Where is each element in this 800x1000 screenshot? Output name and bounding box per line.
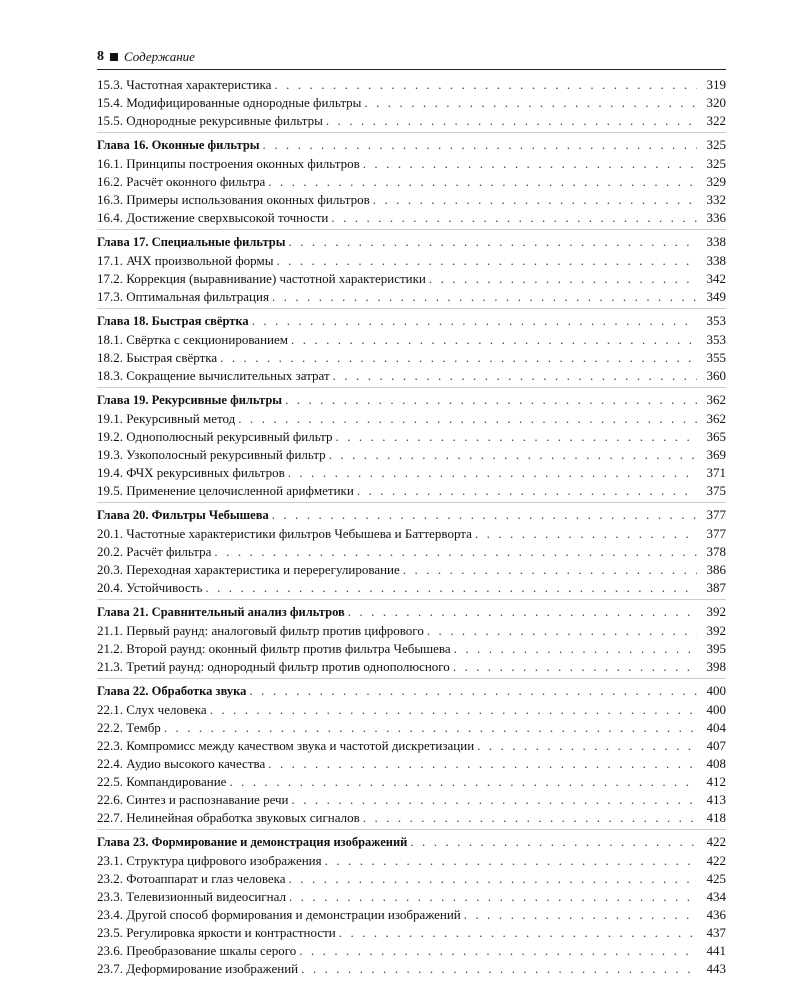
page-ref: 342 (706, 271, 726, 286)
toc-entry[interactable] (97, 960, 726, 978)
page-ref: 353 (706, 313, 726, 328)
dot-leader (214, 543, 697, 561)
page-ref: 349 (706, 289, 726, 304)
toc-section (97, 502, 726, 597)
page-ref: 387 (706, 580, 726, 595)
page-ref: 336 (706, 210, 726, 225)
entry-title: 18.1. Свёртка с секционированием (97, 332, 288, 347)
entry-title: 20.4. Устойчивость (97, 580, 203, 595)
dot-leader (205, 579, 697, 597)
entry-title: 22.2. Тембр (97, 720, 161, 735)
page-ref: 412 (706, 774, 726, 789)
page-ref: 369 (706, 447, 726, 462)
toc-entry[interactable] (97, 719, 726, 737)
entry-title: 23.1. Структура цифрового изображения (97, 853, 322, 868)
entry-title: 16.4. Достижение сверхвысокой точности (97, 210, 329, 225)
dot-leader (301, 960, 697, 978)
toc-entry[interactable] (97, 791, 726, 809)
page-ref: 355 (706, 350, 726, 365)
dot-leader (291, 331, 697, 349)
page-ref: 377 (706, 507, 726, 522)
page-ref: 436 (706, 907, 726, 922)
page-ref: 365 (706, 429, 726, 444)
dot-leader (429, 270, 697, 288)
entry-title: 23.7. Деформирование изображений (97, 961, 299, 976)
dot-leader (249, 681, 697, 701)
entry-title: 23.4. Другой способ формирования и демонстрации изображений (97, 907, 461, 922)
dot-leader (252, 311, 697, 331)
page-ref: 338 (706, 253, 726, 268)
toc-entry[interactable] (97, 543, 726, 561)
toc-entry[interactable] (97, 331, 726, 349)
toc-chapter-row[interactable] (97, 232, 726, 252)
toc-entry[interactable] (97, 525, 726, 543)
dot-leader (475, 525, 697, 543)
entry-title: 22.6. Синтез и распознавание речи (97, 792, 289, 807)
toc-chapter-row[interactable] (97, 390, 726, 410)
dot-leader (329, 446, 697, 464)
entry-title: 22.1. Слух человека (97, 702, 207, 717)
toc-entry[interactable] (97, 349, 726, 367)
chapter-title: Глава 18. Быстрая свёртка (97, 314, 249, 328)
toc-entry[interactable] (97, 367, 726, 385)
dot-leader (336, 428, 698, 446)
dot-leader (272, 505, 697, 525)
dot-leader (288, 464, 697, 482)
entry-title: 16.1. Принципы построения оконных фильтров (97, 156, 360, 171)
page-ref: 398 (706, 659, 726, 674)
entry-title: 20.1. Частотные характеристики фильтров Чебышева и Баттерворта (97, 526, 472, 541)
page-ref: 371 (706, 465, 726, 480)
page-ref: 353 (706, 332, 726, 347)
running-header (97, 47, 726, 70)
toc-entry[interactable] (97, 288, 726, 306)
toc-section (97, 308, 726, 385)
chapter-title: Глава 16. Оконные фильтры (97, 138, 260, 152)
entry-title: 22.5. Компандирование (97, 774, 227, 789)
page-ref: 362 (706, 411, 726, 426)
toc-entry[interactable] (97, 209, 726, 227)
running-header-title: Содержание (124, 49, 195, 64)
toc-section (97, 132, 726, 227)
page-ref: 392 (706, 623, 726, 638)
page-number: 8 (97, 49, 104, 64)
toc-entry[interactable] (97, 561, 726, 579)
toc-entry[interactable] (97, 155, 726, 173)
toc-entry[interactable] (97, 252, 726, 270)
table-of-contents (97, 76, 726, 978)
dot-leader (274, 76, 697, 94)
entry-title: 15.5. Однородные рекурсивные фильтры (97, 113, 323, 128)
dot-leader (289, 870, 697, 888)
toc-entry[interactable] (97, 446, 726, 464)
toc-entry[interactable] (97, 737, 726, 755)
entry-title: 18.2. Быстрая свёртка (97, 350, 218, 365)
entry-title: 21.3. Третий раунд: однородный фильтр против однополюсного (97, 659, 450, 674)
page-ref: 408 (706, 756, 726, 771)
dot-leader (272, 288, 697, 306)
entry-title: 22.4. Аудио высокого качества (97, 756, 266, 771)
toc-entry[interactable] (97, 94, 726, 112)
toc-entry[interactable] (97, 755, 726, 773)
page-ref: 338 (706, 234, 726, 249)
toc-entry[interactable] (97, 579, 726, 597)
chapter-title: Глава 20. Фильтры Чебышева (97, 508, 269, 522)
page-ref: 413 (706, 792, 726, 807)
toc-entry[interactable] (97, 622, 726, 640)
dot-leader (364, 94, 697, 112)
chapter-title: Глава 22. Обработка звука (97, 684, 247, 698)
page-ref: 362 (706, 392, 726, 407)
page-ref: 434 (706, 889, 726, 904)
entry-title: 17.3. Оптимальная фильтрация (97, 289, 269, 304)
dot-leader (263, 135, 697, 155)
page-ref: 425 (706, 871, 726, 886)
toc-section (97, 76, 726, 130)
page-ref: 395 (706, 641, 726, 656)
entry-title: 17.2. Коррекция (выравнивание) частотной характеристики (97, 271, 426, 286)
dot-leader (427, 622, 697, 640)
page-ref: 325 (706, 137, 726, 152)
dot-leader (403, 561, 697, 579)
entry-title: 21.1. Первый раунд: аналоговый фильтр против цифрового (97, 623, 424, 638)
page-ref: 443 (706, 961, 726, 976)
page-ref: 437 (706, 925, 726, 940)
dot-leader (333, 367, 697, 385)
toc-entry[interactable] (97, 809, 726, 827)
dot-leader (453, 658, 697, 676)
page-ref: 407 (706, 738, 726, 753)
entry-title: 17.1. АЧХ произвольной формы (97, 253, 274, 268)
toc-section (97, 599, 726, 676)
page-ref: 404 (706, 720, 726, 735)
page-ref: 322 (706, 113, 726, 128)
page-ref: 360 (706, 368, 726, 383)
page-ref: 422 (706, 834, 726, 849)
page-ref: 418 (706, 810, 726, 825)
dot-leader (363, 155, 697, 173)
toc-entry[interactable] (97, 658, 726, 676)
page-ref: 422 (706, 853, 726, 868)
dot-leader (238, 410, 697, 428)
dot-leader (363, 809, 697, 827)
toc-entry[interactable] (97, 428, 726, 446)
page-ref: 400 (706, 702, 726, 717)
toc-entry[interactable] (97, 924, 726, 942)
dot-leader (289, 888, 697, 906)
entry-title: 18.3. Сокращение вычислительных затрат (97, 368, 330, 383)
toc-section (97, 829, 726, 978)
dot-leader (454, 640, 697, 658)
toc-section (97, 229, 726, 306)
toc-section (97, 387, 726, 500)
dot-leader (288, 232, 697, 252)
entry-title: 19.5. Применение целочисленной арифметики (97, 483, 354, 498)
dot-leader (285, 390, 697, 410)
toc-entry[interactable] (97, 410, 726, 428)
entry-title: 19.3. Узкополосный рекурсивный фильтр (97, 447, 326, 462)
dot-leader (326, 112, 697, 130)
dot-leader (477, 737, 697, 755)
page-ref: 375 (706, 483, 726, 498)
page-ref: 377 (706, 526, 726, 541)
page-ref: 392 (706, 604, 726, 619)
dot-leader (210, 701, 697, 719)
dot-leader (373, 191, 697, 209)
toc-entry[interactable] (97, 76, 726, 94)
page-ref: 386 (706, 562, 726, 577)
dot-leader (339, 924, 697, 942)
page-ref: 378 (706, 544, 726, 559)
toc-section (97, 678, 726, 827)
dot-leader (331, 209, 697, 227)
chapter-title: Глава 19. Рекурсивные фильтры (97, 393, 283, 407)
toc-entry[interactable] (97, 701, 726, 719)
entry-title: 22.7. Нелинейная обработка звуковых сигналов (97, 810, 360, 825)
dot-leader (464, 906, 697, 924)
toc-entry[interactable] (97, 870, 726, 888)
entry-title: 19.2. Однополюсный рекурсивный фильтр (97, 429, 333, 444)
entry-title: 21.2. Второй раунд: оконный фильтр против фильтра Чебышева (97, 641, 451, 656)
page-ref: 319 (706, 77, 726, 92)
page-ref: 400 (706, 683, 726, 698)
page-ref: 441 (706, 943, 726, 958)
toc-chapter-row[interactable] (97, 681, 726, 701)
toc-entry[interactable] (97, 112, 726, 130)
entry-title: 15.4. Модифицированные однородные фильтры (97, 95, 362, 110)
toc-entry[interactable] (97, 640, 726, 658)
toc-entry[interactable] (97, 270, 726, 288)
dot-leader (268, 173, 697, 191)
entry-title: 23.6. Преобразование шкалы серого (97, 943, 297, 958)
book-page (97, 47, 726, 978)
toc-chapter-row[interactable] (97, 505, 726, 525)
entry-title: 20.2. Расчёт фильтра (97, 544, 212, 559)
toc-entry[interactable] (97, 852, 726, 870)
page-ref: 325 (706, 156, 726, 171)
dot-leader (220, 349, 697, 367)
entry-title: 23.2. Фотоаппарат и глаз человека (97, 871, 286, 886)
toc-entry[interactable] (97, 888, 726, 906)
toc-entry[interactable] (97, 173, 726, 191)
chapter-title: Глава 21. Сравнительный анализ фильтров (97, 605, 345, 619)
chapter-title: Глава 17. Специальные фильтры (97, 235, 286, 249)
dot-leader (325, 852, 697, 870)
toc-entry[interactable] (97, 773, 726, 791)
entry-title: 23.3. Телевизионный видеосигнал (97, 889, 286, 904)
toc-chapter-row[interactable] (97, 602, 726, 622)
entry-title: 16.3. Примеры использования оконных фильтров (97, 192, 370, 207)
dot-leader (268, 755, 697, 773)
page-ref: 332 (706, 192, 726, 207)
dot-leader (348, 602, 697, 622)
chapter-title: Глава 23. Формирование и демонстрация изображений (97, 835, 408, 849)
dot-leader (357, 482, 697, 500)
dot-leader (410, 832, 697, 852)
square-bullet-icon (110, 53, 118, 61)
entry-title: 20.3. Переходная характеристика и перерегулирование (97, 562, 400, 577)
dot-leader (164, 719, 697, 737)
entry-title: 15.3. Частотная характеристика (97, 77, 272, 92)
toc-chapter-row[interactable] (97, 832, 726, 852)
toc-entry[interactable] (97, 906, 726, 924)
dot-leader (292, 791, 697, 809)
toc-chapter-row[interactable] (97, 135, 726, 155)
page-ref: 329 (706, 174, 726, 189)
entry-title: 22.3. Компромисс между качеством звука и частотой дискретизации (97, 738, 475, 753)
entry-title: 19.1. Рекурсивный метод (97, 411, 236, 426)
toc-entry[interactable] (97, 464, 726, 482)
dot-leader (299, 942, 697, 960)
entry-title: 19.4. ФЧХ рекурсивных фильтров (97, 465, 285, 480)
toc-entry[interactable] (97, 482, 726, 500)
toc-entry[interactable] (97, 942, 726, 960)
dot-leader (276, 252, 697, 270)
toc-chapter-row[interactable] (97, 311, 726, 331)
page-ref: 320 (706, 95, 726, 110)
dot-leader (229, 773, 697, 791)
toc-entry[interactable] (97, 191, 726, 209)
entry-title: 16.2. Расчёт оконного фильтра (97, 174, 266, 189)
entry-title: 23.5. Регулировка яркости и контрастности (97, 925, 336, 940)
